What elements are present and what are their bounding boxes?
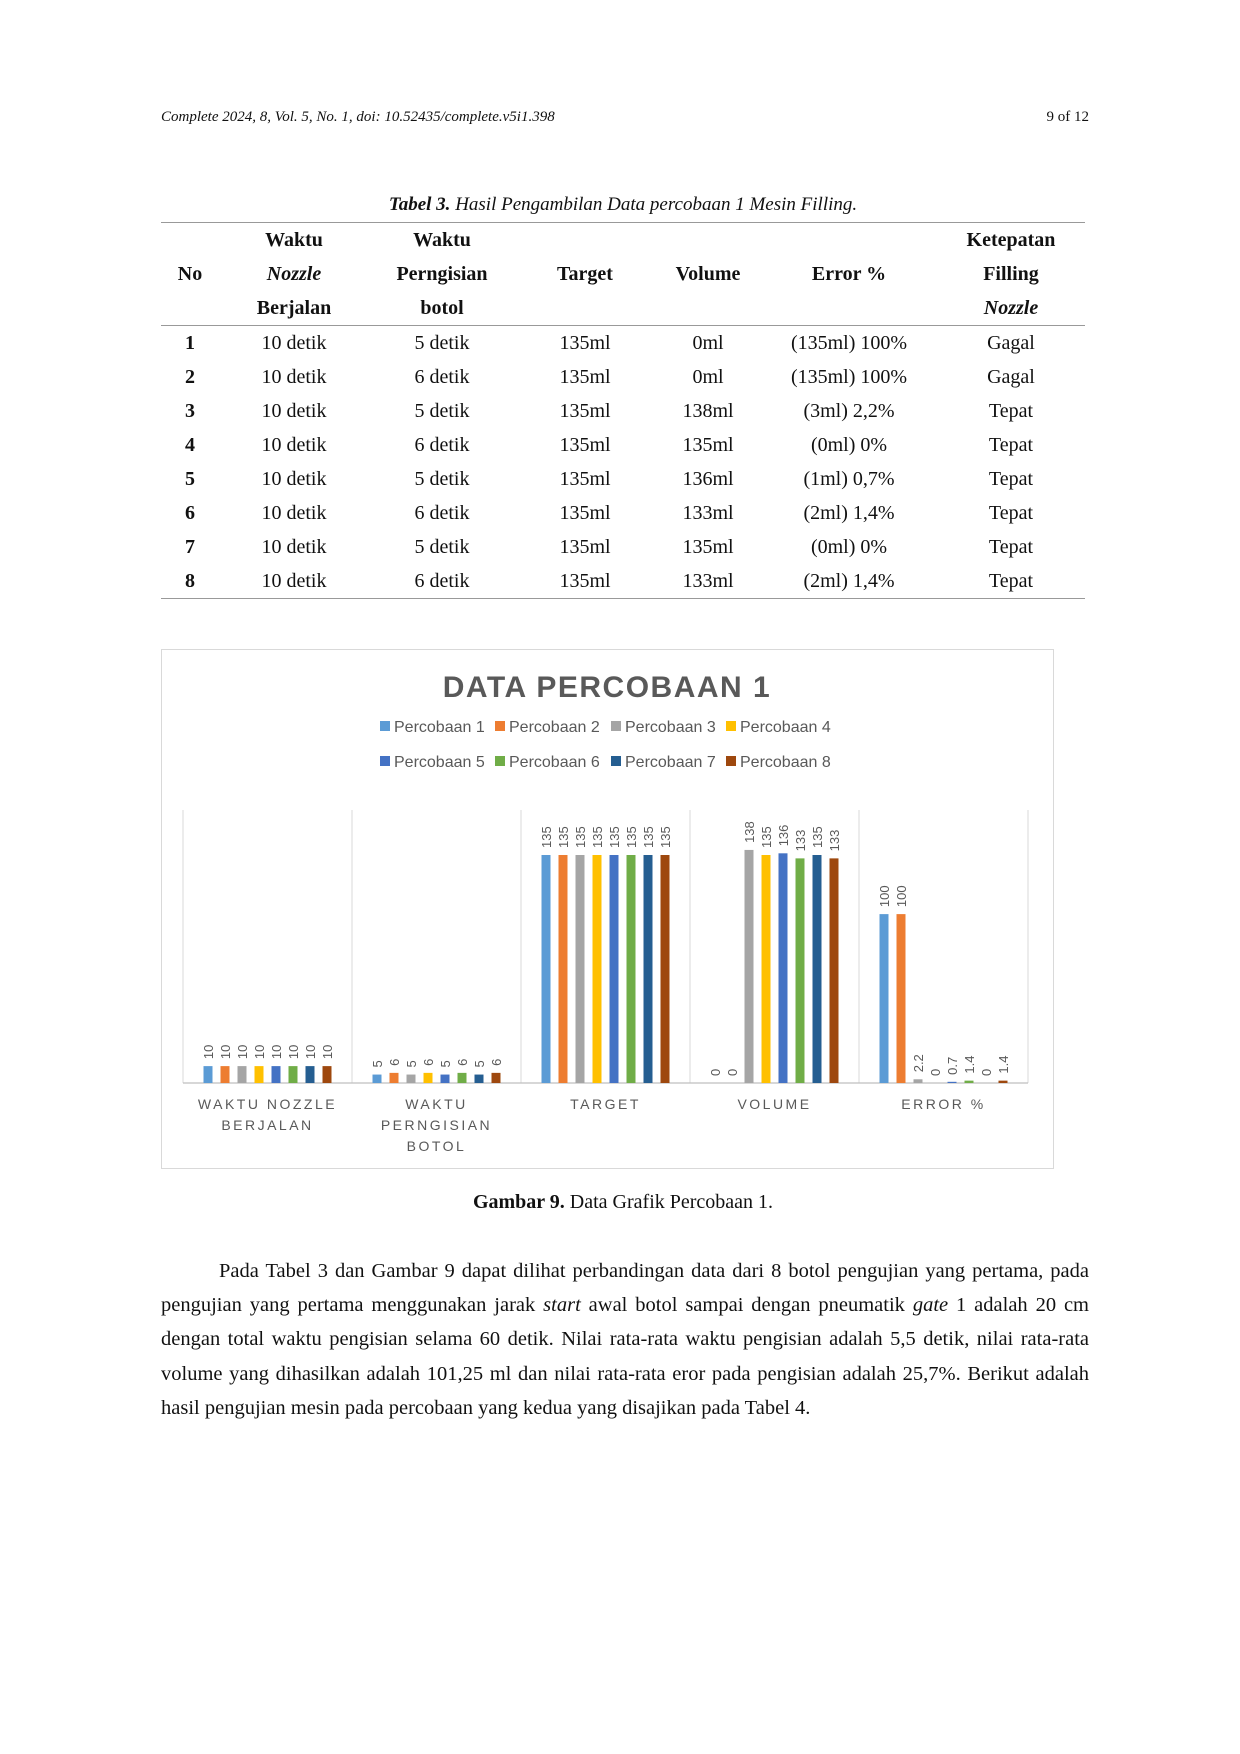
bar [373,1075,382,1083]
bar [272,1066,281,1083]
header-line: Nozzle [266,263,322,285]
data-label: 0 [979,1068,994,1076]
bar [830,858,839,1083]
data-label: 135 [539,826,554,848]
table-row [161,428,1085,462]
header-line: Nozzle [983,297,1039,319]
paragraph-text-3: 1 adalah 20 cm dengan total waktu pengisian selama 60 detik. Nilai rata-rata waktu pengisian adalah 5,5 detik, nilai rata-rata volume yang dihasilkan adalah 101,25 ml dan nilai rata-rata eror pada pengisian adalah 25,7%. Berikut adalah hasil pengujian mesin pada percobaan yang kedua yang disajikan pada Tabel 4. [161,1294,1090,1419]
data-label: 0.7 [945,1056,960,1075]
bar [458,1073,467,1083]
bar [999,1081,1008,1083]
data-label: 1.4 [996,1055,1011,1074]
cell-nozzle: 10 detik [261,536,327,558]
bar [897,914,906,1083]
cell-target: 135ml [559,332,611,354]
header-target: Target [515,223,655,326]
header-line: Berjalan [256,297,332,319]
header-volume: Volume [655,223,761,326]
bar [559,855,568,1083]
cell-volume: 0ml [692,366,724,388]
header-line: botol [420,297,464,319]
bar [221,1066,230,1083]
figure-caption [161,1191,1085,1214]
cell-target: 135ml [559,468,611,490]
legend-swatch [611,721,621,731]
page-number: 9 of 12 [1046,109,1089,125]
category-label: TARGET [570,1096,641,1112]
data-label: 133 [793,829,808,852]
bar [610,855,619,1083]
cell-volume: 136ml [682,468,734,490]
data-label: 10 [235,1044,250,1060]
table-caption [161,194,1085,216]
cell-pengisian: 5 detik [414,536,470,558]
cell-nozzle: 10 detik [261,400,327,422]
category-label: ERROR % [901,1096,986,1112]
cell-error: (0ml) 0% [810,536,888,558]
cell-no: 5 [185,468,195,490]
bar [390,1073,399,1083]
bar [593,855,602,1083]
table-header-row [161,223,1085,326]
chart-title: DATA PERCOBAAN 1 [442,671,772,704]
header-ketepatan [937,223,1085,326]
table-row [161,564,1085,599]
data-label: 10 [201,1044,216,1060]
cell-target: 135ml [515,564,655,599]
table-row [161,462,1085,496]
legend-label: Percobaan 8 [740,754,831,771]
data-label: 6 [387,1058,402,1066]
data-label: 1.4 [962,1055,977,1074]
cell-error: (1ml) 0,7% [803,468,895,490]
category-label: PERNGISIAN [380,1117,493,1133]
cell-pengisian: 6 detik [414,502,470,524]
bar [424,1073,433,1083]
bar [306,1066,315,1083]
cell-error: (3ml) 2,2% [803,400,895,422]
paragraph-italic-gate: gate [912,1294,949,1317]
legend-swatch [726,756,736,766]
bar [542,855,551,1083]
bar [796,858,805,1083]
cell-no: 2 [185,366,195,388]
data-label: 135 [590,826,605,848]
data-label: 135 [810,826,825,848]
data-label: 5 [472,1060,487,1068]
bar [762,855,771,1083]
data-label: 135 [624,826,639,848]
cell-nozzle: 10 detik [261,366,327,388]
cell-target: 135ml [559,536,611,558]
cell-error: (2ml) 1,4% [761,564,937,599]
cell-target: 135ml [559,400,611,422]
legend-label: Percobaan 3 [625,719,716,736]
cell-pengisian: 6 detik [369,564,515,599]
legend-label: Percobaan 7 [625,754,716,771]
legend-swatch [380,721,390,731]
cell-ketepatan: Tepat [937,564,1085,599]
data-label: 135 [658,826,673,848]
cell-nozzle: 10 detik [261,502,327,524]
cell-error: (135ml) 100% [790,366,908,388]
cell-volume: 0ml [692,332,724,354]
cell-volume: 133ml [682,502,734,524]
data-label: 10 [218,1044,233,1060]
header-error: Error % [761,223,937,326]
legend-label: Percobaan 2 [509,719,600,736]
data-label: 5 [404,1060,419,1068]
data-label: 10 [252,1044,267,1060]
data-label: 0 [928,1068,943,1076]
paragraph-text-1: Pada Tabel 3 dan Gambar 9 dapat dilihat perbandingan data dari 8 botol pengujian yang pertama, pada pengujian yang pertama menggunakan jarak [161,1260,1089,1317]
header-line: Ketepatan [966,229,1056,251]
cell-error: (0ml) 0% [810,434,888,456]
legend-swatch [611,756,621,766]
data-label: 138 [742,821,757,843]
cell-ketepatan: Gagal [987,332,1035,354]
body-paragraph [161,1254,1089,1425]
bar [627,855,636,1083]
data-label: 2.2 [911,1054,926,1073]
cell-no: 6 [185,502,195,524]
data-label: 100 [877,885,892,908]
bar [779,853,788,1083]
data-label: 5 [438,1060,453,1068]
data-label: 5 [370,1060,385,1068]
cell-ketepatan: Tepat [988,468,1034,490]
data-label: 100 [894,885,909,908]
cell-nozzle: 10 detik [261,434,327,456]
legend-swatch [726,721,736,731]
data-label: 6 [489,1058,504,1066]
data-label: 136 [776,824,791,847]
bar [880,914,889,1083]
cell-ketepatan: Gagal [987,366,1035,388]
cell-error: (2ml) 1,4% [803,502,895,524]
cell-no: 4 [185,434,195,456]
bar [965,1081,974,1083]
data-label: 10 [303,1044,318,1060]
cell-error: (135ml) 100% [790,332,908,354]
table-row [161,394,1085,428]
cell-nozzle: 10 detik [261,468,327,490]
legend-label: Percobaan 1 [394,719,485,736]
data-label: 10 [269,1044,284,1060]
header-waktu-nozzle [219,223,369,326]
cell-pengisian: 5 detik [414,400,470,422]
bar [407,1075,416,1083]
category-label: VOLUME [737,1096,812,1112]
table-row [161,530,1085,564]
table-row [161,360,1085,394]
bar [323,1066,332,1083]
cell-volume: 135ml [682,536,734,558]
legend-swatch [380,756,390,766]
figure-caption-text: Data Grafik Percobaan 1. [564,1191,774,1213]
header-line: Perngisian [396,263,488,285]
data-label: 10 [320,1044,335,1060]
data-label: 135 [556,826,571,848]
header-line: Waktu [265,229,323,251]
bar [492,1073,501,1083]
data-label: 6 [421,1058,436,1066]
results-table [161,222,1085,599]
data-label: 6 [455,1058,470,1066]
category-label: BOTOL [406,1138,467,1154]
category-label: WAKTU NOZZLE [197,1096,338,1112]
data-label: 133 [827,829,842,852]
bar [914,1079,923,1083]
header-line: Filling [983,263,1039,285]
data-label: 0 [725,1068,740,1076]
bar [644,855,653,1083]
legend-label: Percobaan 5 [394,754,485,771]
cell-pengisian: 5 detik [414,332,470,354]
legend-swatch [495,721,505,731]
paragraph-text-2: awal botol sampai dengan pneumatik [580,1294,913,1317]
cell-no: 8 [161,564,219,599]
cell-ketepatan: Tepat [988,400,1034,422]
data-label: 135 [759,826,774,848]
table-row [161,496,1085,530]
cell-volume: 135ml [682,434,734,456]
cell-pengisian: 6 detik [414,434,470,456]
cell-pengisian: 6 detik [414,366,470,388]
cell-volume: 138ml [682,400,734,422]
bar [948,1082,957,1083]
cell-nozzle: 10 detik [219,564,369,599]
bar [238,1066,247,1083]
legend-label: Percobaan 4 [740,719,831,736]
cell-target: 135ml [559,434,611,456]
legend-swatch [495,756,505,766]
bar [813,855,822,1083]
cell-ketepatan: Tepat [988,502,1034,524]
data-label: 135 [641,826,656,848]
bar [576,855,585,1083]
data-label: 0 [708,1068,723,1076]
bar-chart-figure [161,649,1054,1169]
bar [745,850,754,1083]
bar [289,1066,298,1083]
bar [441,1075,450,1083]
category-label: WAKTU [405,1096,468,1112]
citation-text: Complete 2024, 8, Vol. 5, No. 1, doi: 10.52435/complete.v5i1.398 [161,109,555,125]
cell-no: 1 [185,332,195,354]
figure-caption-label: Gambar 9. [472,1191,565,1213]
bar-chart [162,650,1052,1167]
table-row [161,326,1085,361]
cell-target: 135ml [559,502,611,524]
cell-nozzle: 10 detik [261,332,327,354]
data-label: 10 [286,1044,301,1060]
header-no: No [161,223,219,326]
cell-ketepatan: Tepat [988,434,1034,456]
running-header [161,109,1089,131]
bar [661,855,670,1083]
cell-target: 135ml [559,366,611,388]
header-line: Waktu [413,229,471,251]
data-label: 135 [573,826,588,848]
cell-pengisian: 5 detik [414,468,470,490]
cell-no: 3 [185,400,195,422]
header-waktu-pengisian [369,223,515,326]
data-label: 135 [607,826,622,848]
legend-label: Percobaan 6 [509,754,600,771]
bar [475,1075,484,1083]
cell-no: 7 [185,536,195,558]
bar [255,1066,264,1083]
table-caption-text: Hasil Pengambilan Data percobaan 1 Mesin Filling. [450,194,858,215]
bar [204,1066,213,1083]
table-caption-label: Tabel 3. [388,194,451,215]
cell-ketepatan: Tepat [988,536,1034,558]
cell-volume: 133ml [655,564,761,599]
paragraph-italic-start: start [543,1294,581,1317]
category-label: BERJALAN [221,1117,314,1133]
